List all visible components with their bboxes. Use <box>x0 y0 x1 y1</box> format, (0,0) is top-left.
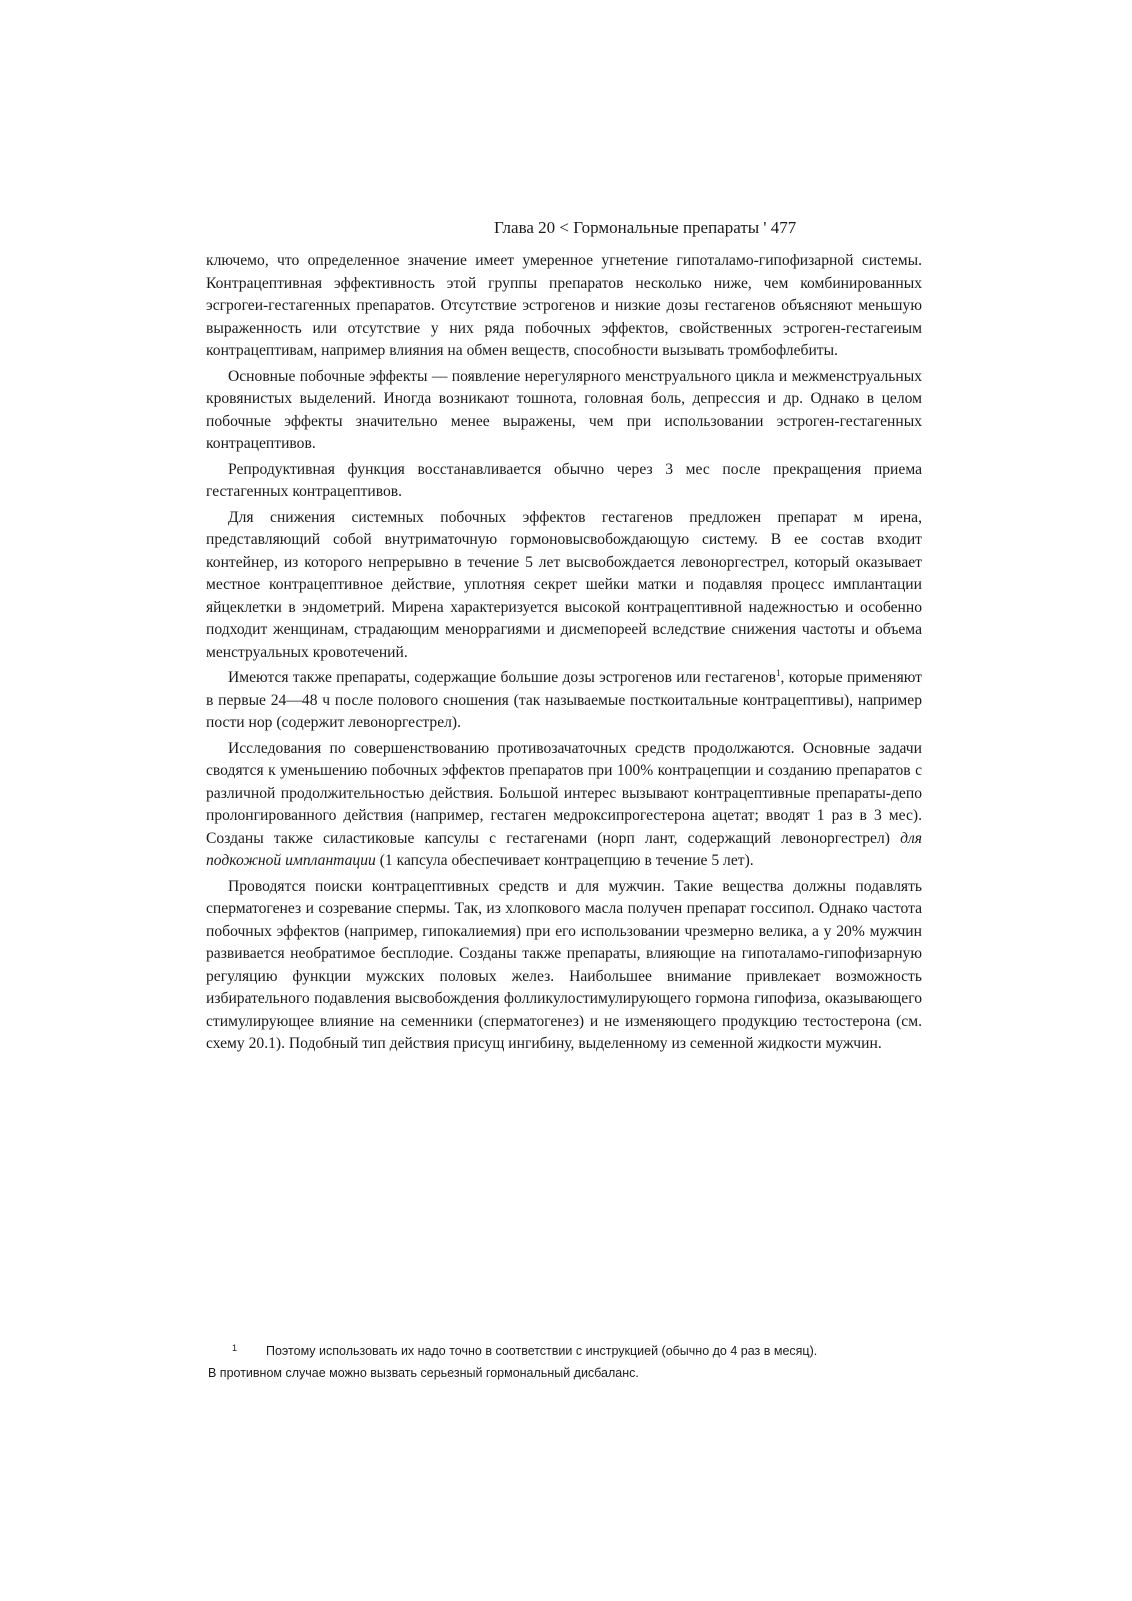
paragraph-2: Основные побочные эффекты — появление нерегулярного менструального цикла и межменструальных кровянистых выделений. Иногда возникают тошнота, головная боль, депрессия и др. Однако в целом побочные эффекты значительно менее выражены, чем при использовании эстроген-гестагенных контрацептивов. <box>206 367 922 452</box>
footnote-mark: 1 <box>232 1343 238 1353</box>
paragraph-6-text-a: Исследования по совершенствованию противозачаточных средств продолжаются. Основные задачи сводятся к уменьшению побочных эффектов препаратов при 100% контрацепции и созданию препаратов с различной продолжительностью действия. Большой интерес вызывают контрацептивные препараты-депо пролонгированного действия (например, гестаген медроксипрогестерона ацетат; вводят 1 раз в 3 мес). Созданы также силастиковые капсулы с гестагенами (норп лант, содержащий левоноргестрел) <box>206 739 922 847</box>
paragraph-5-text-a: Имеются также препараты, содержащие большие дозы эстрогенов или гестагенов <box>228 669 776 686</box>
footnote-text-1: Поэтому использовать их надо точно в соответствии с инструкцией (обычно до 4 раз в месяц). <box>266 1344 818 1358</box>
paragraph-3: Репродуктивная функция восстанавливается обычно через 3 мес после прекращения приема гестагенных контрацептивов. <box>206 460 922 500</box>
paragraph-5-text-b: , которые применяют в первые 24—48 ч после полового сношения (так называемые посткоитальные контрацептивы), например пости нор (содержит левоноргестрел). <box>206 669 922 731</box>
paragraph-4: Для снижения системных побочных эффектов гестагенов предложен препарат м ирена, представляющий собой внутриматочную гормоновысвобождающую систему. В ее состав входит контейнер, из которого непрерывно в течение 5 лет высвобождается левоноргестрел, который оказывает местное контрацептивное действие, уплотняя секрет шейки матки и подавляя процесс имплантации яйцеклетки в эндометрий. Мирена характеризуется высокой контрацептивной надежностью и особенно подходит женщинам, страдающим меноррагиями и дисмепореей вследствие снижения частоты и объема менструальных кровотечений. <box>206 508 922 661</box>
paragraph-7: Проводятся поиски контрацептивных средств и для мужчин. Такие вещества должны подавлять сперматогенез и созревание спермы. Так, из хлопкового масла получен препарат госсипол. Однако частота побочных эффектов (например, гипокалиемия) при его использовании чрезмерно велика, а у 20% мужчин развивается необратимое бесплодие. Созданы также препараты, влияющие на гипоталамо-гипофизарную регуляцию функции мужских половых желез. Наибольшее внимание привлекает возможность избирательного подавления высвобождения фолликулостимулирующего гормона гипофиза, оказывающего стимулирующее влияние на семенники (сперматогенез) и не изменяющего продукцию тестостерона (см. схему 20.1). Подобный тип действия присущ ингибину, выделенному из семенной жидкости мужчин. <box>206 877 922 1052</box>
paragraph-6-text-b: (1 капсула обеспечивает контрацепцию в течение 5 лет). <box>375 852 754 869</box>
footnote-reference[interactable]: 1 <box>775 667 781 678</box>
footnote-text-2: В противном случае можно вызвать серьезный гормональный дисбаланс. <box>208 1366 639 1380</box>
paragraph-5 <box>206 667 922 735</box>
footnote-line-1 <box>208 1340 928 1362</box>
paragraph-6 <box>206 738 922 873</box>
running-head: Глава 20 < Гормональные препараты ' 477 <box>494 218 797 237</box>
footnote <box>208 1340 928 1384</box>
main-text <box>206 250 922 1059</box>
paragraph-1: ключемо, что определенное значение имеет умеренное угнетение гипоталамо-гипофизарной системы. Контрацептивная эффективность этой группы препаратов несколько ниже, чем комбинированных эсгрогеи-гестагенных препаратов. Отсутствие эстрогенов и низкие дозы гестагенов объясняют меньшую выраженность или отсутствие у них ряда побочных эффектов, свойственных эстроген-гестагеиым контрацептивам, например влияния на обмен веществ, способности вызывать тромбофлебиты. <box>206 252 922 359</box>
paragraph-6-italic: для подкожной имплантации <box>206 829 922 869</box>
